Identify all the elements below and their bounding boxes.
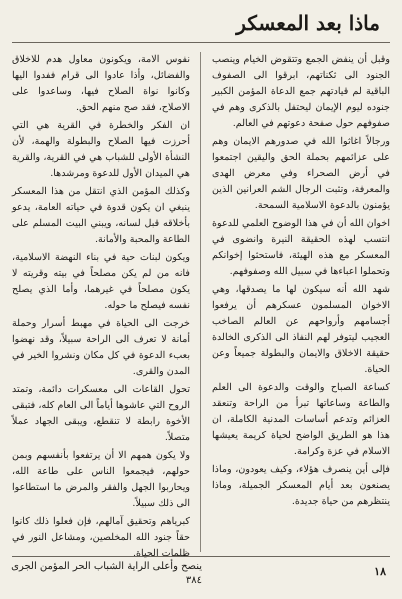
footer-divider	[12, 556, 390, 557]
document-page	[12, 8, 390, 592]
page-number: ١٨	[374, 565, 386, 578]
left-column	[12, 52, 190, 559]
article-body	[12, 52, 390, 559]
page-footer	[12, 560, 390, 588]
paragraph: ورجالاً اغاثوا الله في صدورهم الايمان وهم على عزائمهم بحملة الحق واليقين اجتمعوا في أرض الصحراء وفي معرض الهدى والمعرفة، وتثبت الرجال الشم العرانين الذين يؤمنون بالدعوة الاسلامية السمحة.	[212, 136, 390, 211]
column-divider	[200, 52, 201, 552]
paragraph: ولا يكون همهم الا أن يرتفعوا بأنفسهم وبمن حولهم، فيجمعوا الناس على طاعة الله، ويحاربوا الجهل والفقر والمرض ما استطاعوا الى ذلك سبيلاً.	[12, 450, 190, 509]
footnote	[12, 560, 202, 588]
footnote-text: ينصح وأعلى الراية الشباب الحر المؤمن الجرى	[11, 561, 202, 572]
paragraph: اخوان الله أن في هذا الوضوح العلمي للدعوة انتسب لهذه الحقيقة النيرة وانضوى في المعسكر مع هذه الهيئة، فاستحثوا إخوانكم وتحملوا اعباءها في سبيل الله وصفوفهم.	[212, 218, 390, 277]
paragraph: خرجت الى الحياة في مهبط أسرار وحملة أمانة لا تعرف الى الراحة سبيلاً، وقد نهضوا بعبء الدعوة في كل مكان ونشروا الخير في المدن والقرى.	[12, 318, 190, 377]
right-column	[212, 52, 390, 552]
paragraph: ان الفكر والخطرة في القرية هي التي أحرزت فيها الصلاح والبطولة والهمة، لأن النشأة الأولى للشباب هي في القرية، والقرية هي الميدان الأول للدعوة ومرشدها.	[12, 120, 190, 179]
paragraph: كساعة الصباح والوقت والدعوة الى العلم والطاعة وساعاتها تبرأ من الراحة وتنعقد العزائم وتدعم أساسات المدنية الكاملة، ان هذا هو الطريق الواضح لحياة كريمة يعيشها الاسلام في عزة وكرامة.	[212, 382, 390, 457]
paragraph: كبرياهم وتحقيق آمالهم، فإن فعلوا ذلك كانوا حقاً جنود الله المخلصين، ومشاعل النور في ظلمات الحياة.	[12, 516, 190, 559]
paragraph: وكذلك المؤمن الذي انتقل من هذا المعسكر ينبغي ان يكون قدوة في حياته العامة، يدعو بأخلاقه قبل لسانه، ويبني البيت المسلم على الطاعة والمحبة والأمانة.	[12, 186, 190, 245]
paragraph: وقبل أن ينفض الجمع وتتقوض الخيام وينصب الجنود الى ثكناتهم، ابرقوا الى الصفوف الباقية لم قيادتهم جمع الدعاة المؤمن الكبير جنوده ليوم الإيمان ليحتفل بالذكرى وهم في صفوفهم حول صفحة دعوتهم في العالم.	[212, 54, 390, 129]
paragraph: ويكون لبنات حية في بناء النهضة الاسلامية، فانه من لم يكن مصلحاً في بيته وقريته لا يكون مصلحاً في غيرهما، وأما الذي يصلح نفسه فيصلح ما حوله.	[12, 252, 190, 311]
paragraph: فإلى أين ينصرف هؤلاء، وكيف يعودون، وماذا يصنعون بعد أيام المعسكر الجميلة، وماذا ينتظرهم من حياة جديدة.	[212, 464, 390, 507]
paragraph: شهد الله أنه سيكون لها ما يصدقها، وهي الاخوان المسلمون عسكرهم أن يرفعوا أجسامهم وأرواحهم عن العالم الصاخب العجيب ليتوفر لهم النفاذ الى الذكرى الخالدة حقيقة الاخلاق والايمان والبطولة جميعاً وعن الحياة.	[212, 284, 390, 375]
title-divider	[12, 42, 390, 43]
paragraph: نفوس الامة، ويكونون معاول هدم للاخلاق والفضائل، وأذا عادوا الى قرام ففدوا اليها وكانوا نواة الصلاح فيها، وساعدوا على الاصلاح، فقد صح منهم الحق.	[12, 54, 190, 113]
paragraph: تحول القاعات الى معسكرات دائمة، وتمتد الروح التي عاشوها أياماً الى العام كله، فتبقى الأخوة رابطة لا تنقطع، ويبقى الجهاد عملاً متصلاً.	[12, 384, 190, 443]
article-title: ماذا بعد المعسكر	[236, 11, 380, 35]
footnote-number: ٣٨٤	[185, 575, 202, 586]
